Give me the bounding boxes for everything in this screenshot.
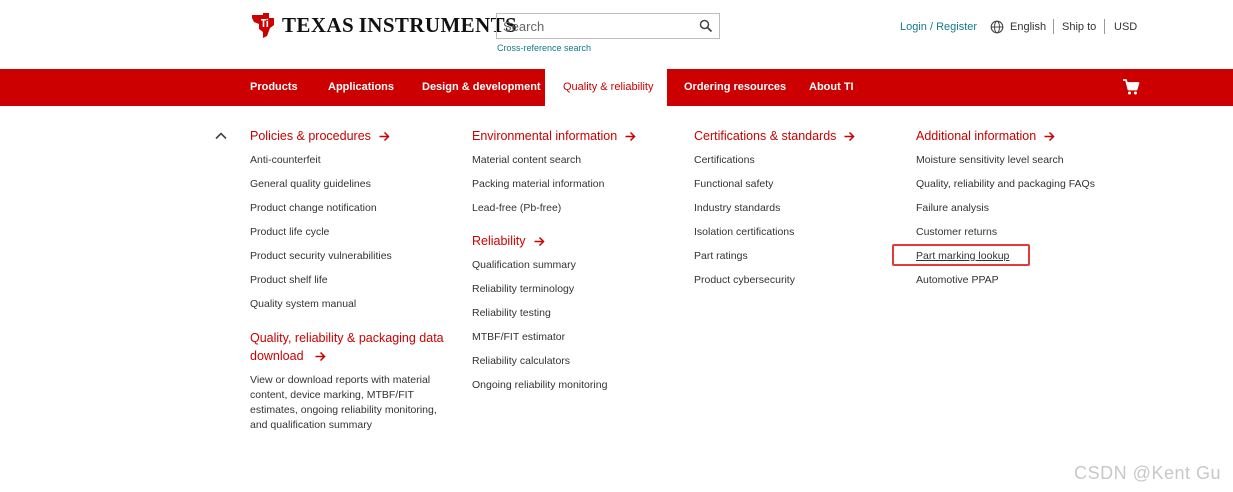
menu-link[interactable]: Product change notification <box>250 202 377 214</box>
menu-link[interactable]: Product life cycle <box>250 226 330 238</box>
ship-to-selector[interactable]: Ship to <box>1062 21 1097 33</box>
menu-link[interactable]: Quality, reliability and packaging FAQs <box>916 178 1095 190</box>
watermark: CSDN @Kent Gu <box>1074 463 1221 483</box>
additional-information-heading[interactable] <box>916 128 1146 145</box>
menu-link[interactable]: Functional safety <box>694 178 774 190</box>
part-marking-lookup-link[interactable]: Part marking lookup <box>916 250 1010 262</box>
login-register-link[interactable]: Login / Register <box>900 21 978 33</box>
divider <box>1104 19 1105 34</box>
arrow-right-icon <box>625 131 636 142</box>
divider <box>1053 19 1054 34</box>
currency-selector[interactable]: USD <box>1114 21 1138 33</box>
menu-link[interactable]: Failure analysis <box>916 202 989 214</box>
heading-label: Policies & procedures <box>250 129 371 143</box>
annotation-highlight-box <box>892 244 1030 266</box>
arrow-right-icon <box>315 351 326 362</box>
brand-word-2: INSTRUMENTS <box>358 12 518 37</box>
arrow-right-icon <box>379 131 390 142</box>
menu-link[interactable]: Product cybersecurity <box>694 274 795 286</box>
cross-reference-search-link[interactable]: Cross-reference search <box>497 43 592 53</box>
nav-design-development[interactable]: Design & development <box>422 81 541 93</box>
menu-column-additional <box>916 128 1146 296</box>
qrp-download-description: View or download reports with material content, device marking, MTBF/FIT estimates, ongoing reliability monitoring, and qualification summary <box>250 374 437 431</box>
brand-word-1: TEXAS <box>282 12 355 37</box>
qrp-download-heading[interactable] <box>250 329 460 365</box>
arrow-right-icon <box>534 236 545 247</box>
menu-link[interactable]: Certifications <box>694 154 755 166</box>
nav-products[interactable]: Products <box>250 81 298 93</box>
menu-link[interactable]: Packing material information <box>472 178 605 190</box>
policies-procedures-heading[interactable] <box>250 128 460 145</box>
nav-about-ti[interactable]: About TI <box>809 81 854 93</box>
menu-link[interactable]: Part ratings <box>694 250 748 262</box>
reliability-heading[interactable] <box>472 233 682 250</box>
chevron-up-icon[interactable] <box>214 129 228 143</box>
menu-link[interactable]: Product security vulnerabilities <box>250 250 392 262</box>
menu-column-environmental <box>472 128 682 401</box>
menu-link[interactable]: Isolation certifications <box>694 226 795 238</box>
menu-link[interactable]: Anti-counterfeit <box>250 154 321 166</box>
menu-link[interactable]: Industry standards <box>694 202 781 214</box>
menu-link[interactable]: Ongoing reliability monitoring <box>472 379 608 391</box>
menu-link[interactable]: Automotive PPAP <box>916 274 999 286</box>
menu-link[interactable]: Reliability testing <box>472 307 551 319</box>
ti-logo[interactable] <box>250 12 517 38</box>
menu-link[interactable]: Product shelf life <box>250 274 328 286</box>
menu-link[interactable]: General quality guidelines <box>250 178 371 190</box>
globe-icon[interactable] <box>990 20 1004 34</box>
search-input[interactable] <box>497 19 693 34</box>
nav-quality-reliability[interactable]: Quality & reliability <box>563 81 654 93</box>
arrow-right-icon <box>1044 131 1055 142</box>
nav-applications[interactable]: Applications <box>328 81 395 93</box>
menu-link[interactable]: Reliability calculators <box>472 355 571 367</box>
heading-label: Quality, reliability & packaging data download <box>250 331 444 363</box>
nav-ordering-resources[interactable]: Ordering resources <box>684 81 787 93</box>
brand-name <box>282 13 517 38</box>
heading-label: Additional information <box>916 129 1037 143</box>
environmental-information-heading[interactable] <box>472 128 682 145</box>
cart-icon[interactable] <box>1122 78 1140 96</box>
ti-logo-icon <box>250 12 276 38</box>
menu-link[interactable]: Qualification summary <box>472 259 576 271</box>
menu-column-certifications <box>694 128 904 296</box>
language-selector[interactable]: English <box>1010 21 1047 33</box>
search-icon[interactable] <box>699 19 713 33</box>
menu-link[interactable]: Material content search <box>472 154 582 166</box>
menu-column-policies <box>250 128 460 433</box>
menu-link[interactable]: Lead-free (Pb-free) <box>472 202 562 214</box>
search-box <box>496 13 720 39</box>
heading-label: Environmental information <box>472 129 618 143</box>
menu-link[interactable]: Customer returns <box>916 226 998 238</box>
menu-link[interactable]: Moisture sensitivity level search <box>916 154 1064 166</box>
heading-label: Reliability <box>472 234 526 248</box>
menu-link[interactable]: Quality system manual <box>250 298 357 310</box>
menu-link[interactable]: MTBF/FIT estimator <box>472 331 566 343</box>
heading-label: Certifications & standards <box>694 129 837 143</box>
certifications-standards-heading[interactable] <box>694 128 904 145</box>
menu-link[interactable]: Reliability terminology <box>472 283 575 295</box>
arrow-right-icon <box>844 131 855 142</box>
